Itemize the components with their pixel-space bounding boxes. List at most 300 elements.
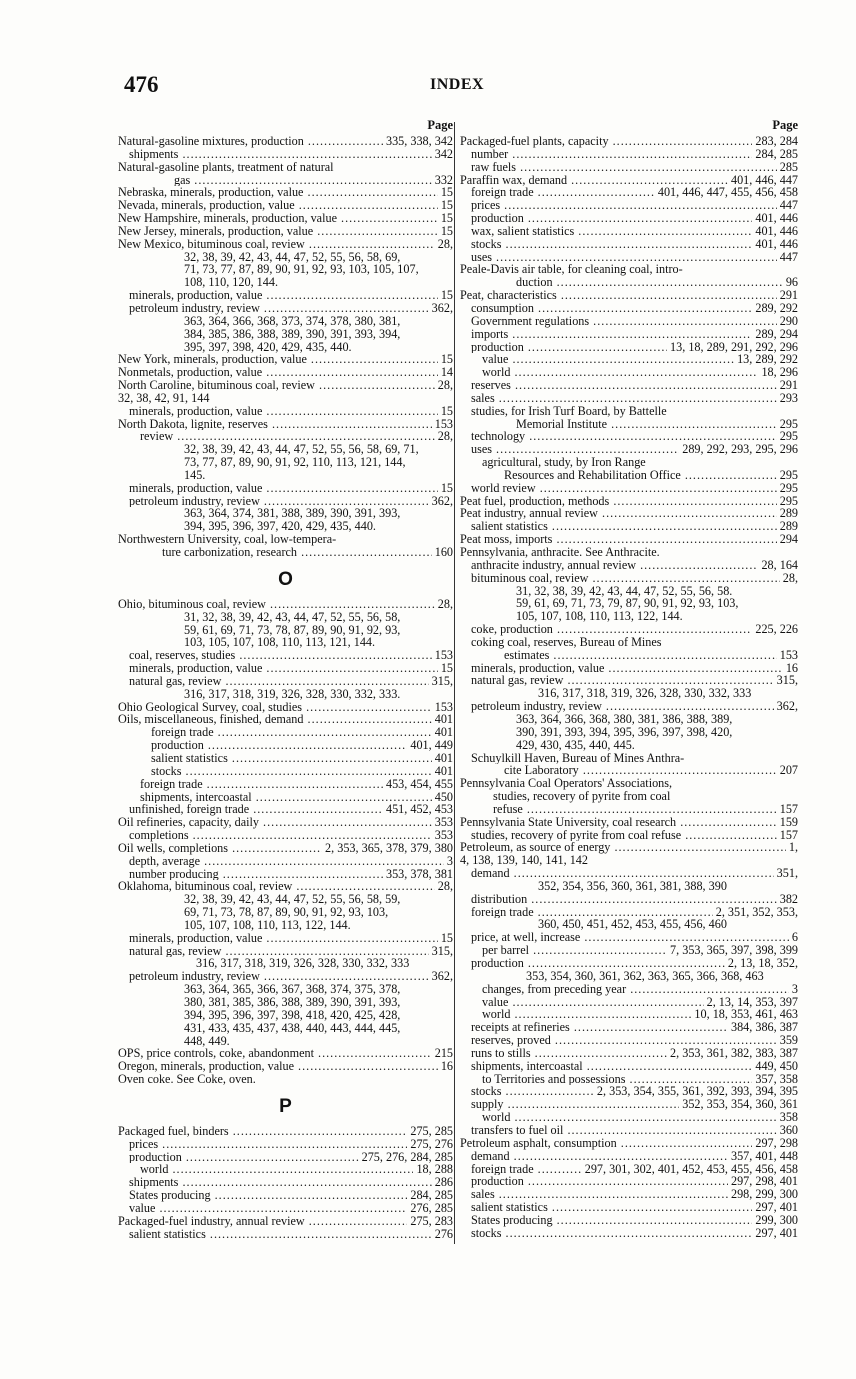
entry-pages: 28, [780, 572, 798, 585]
entry-text: natural gas, review ..... [129, 675, 453, 688]
index-entry [118, 752, 453, 765]
index-entry [460, 1073, 798, 1086]
entry-pages: 290 [777, 315, 798, 328]
entry-text: 4, 138, 139, 140, 141, 142 [460, 854, 588, 868]
index-entry [460, 456, 798, 469]
entry-text: estimates ..... [504, 649, 798, 662]
index-entry [460, 520, 798, 533]
entry-text: reserves, proved ..... [471, 1034, 798, 1047]
entry-text: number producing ..... [129, 868, 453, 881]
entry-pages: 285 [777, 161, 798, 174]
entry-text: foreign trade ..... [140, 778, 453, 791]
index-entry [460, 1047, 798, 1060]
entry-pages: 207 [777, 764, 798, 777]
index-entry [460, 533, 798, 546]
index-entry [460, 957, 798, 970]
entry-pages: 7, 353, 365, 397, 398, 399 [667, 944, 798, 957]
entry-pages: 291 [777, 379, 798, 392]
entry-pages: 453, 454, 455 [383, 778, 453, 791]
index-entry [118, 1047, 453, 1060]
index-entry [118, 302, 453, 315]
index-entry [118, 791, 453, 804]
index-entry [118, 1138, 453, 1151]
entry-text: Paraffin wax, demand ..... [460, 174, 798, 187]
entry-text: Nevada, minerals, production, value ..... [118, 199, 453, 212]
entry-text: North Dakota, lignite, reserves ..... [118, 418, 453, 431]
index-entry [460, 328, 798, 341]
entry-text: shipments, intercoastal ..... [140, 791, 453, 804]
index-entry [118, 507, 453, 520]
index-entry [460, 1124, 798, 1137]
entry-text: 105, 107, 108, 110, 113, 122, 144. [516, 610, 683, 624]
entry-text: transfers to fuel oil ..... [471, 1124, 798, 1137]
index-entry [118, 983, 453, 996]
entry-text: petroleum industry, review ..... [471, 700, 798, 713]
entry-text: studies, for Irish Turf Board, by Battelle [471, 404, 667, 418]
index-entry [460, 315, 798, 328]
entry-text: value ..... [129, 1202, 453, 1215]
index-entry [460, 161, 798, 174]
entry-pages: 362, [429, 495, 453, 508]
entry-text: Peat moss, imports ..... [460, 533, 798, 546]
index-entry [118, 276, 453, 289]
index-entry [118, 675, 453, 688]
entry-text: Nonmetals, production, value ..... [118, 366, 453, 379]
index-entry [118, 328, 453, 341]
entry-text: to Territories and possessions ..... [482, 1073, 798, 1086]
entry-text: New York, minerals, production, value ..... [118, 353, 453, 366]
section-letter: P [279, 1095, 292, 1117]
entry-text: foreign trade ..... [471, 906, 798, 919]
entry-pages: 293 [777, 392, 798, 405]
entry-pages: 283, 284 [752, 135, 798, 148]
index-entry [118, 238, 453, 251]
entry-text: shipments ..... [129, 1176, 453, 1189]
entry-pages: 298, 299, 300 [728, 1188, 798, 1201]
index-entry [118, 418, 453, 431]
page-column-label: Page [772, 118, 798, 132]
entry-text: world ..... [482, 366, 798, 379]
entry-text: world review ..... [471, 482, 798, 495]
entry-text: Packaged-fuel industry, annual review ..... [118, 1215, 453, 1228]
entry-pages: 297, 298 [752, 1137, 798, 1150]
index-entry [118, 1073, 453, 1086]
index-entry [118, 739, 453, 752]
entry-pages: 291 [777, 289, 798, 302]
entry-text: Schuylkill Haven, Bureau of Mines Anthra- [471, 751, 685, 765]
entry-pages: 295 [777, 482, 798, 495]
entry-text: Oil wells, completions ..... [118, 842, 453, 855]
index-entry [460, 379, 798, 392]
index-entry [460, 392, 798, 405]
index-entry [460, 816, 798, 829]
entry-text: salient statistics ..... [471, 1201, 798, 1214]
entry-text: demand ..... [471, 1150, 798, 1163]
index-entry [460, 700, 798, 713]
entry-text: 32, 38, 42, 91, 144 [118, 391, 210, 405]
entry-pages: 315, [429, 675, 453, 688]
entry-text: stocks ..... [471, 1085, 798, 1098]
index-entry [118, 662, 453, 675]
index-entries-right [460, 135, 798, 1240]
index-entry [118, 1176, 453, 1189]
entry-text: Pennsylvania, anthracite. See Anthracite. [460, 546, 660, 559]
entry-pages: 15 [438, 482, 453, 495]
index-entry [118, 1035, 453, 1048]
index-entry [118, 1151, 453, 1164]
entry-text: Natural-gasoline plants, treatment of natural [118, 160, 334, 174]
index-entry [460, 263, 798, 276]
entry-pages: 297, 401 [752, 1227, 798, 1240]
entry-text: studies, recovery of pyrite from coal refuse ..... [471, 829, 798, 842]
index-entry [460, 906, 798, 919]
index-entry [118, 263, 453, 276]
index-entry [460, 1060, 798, 1073]
entry-text: Oven coke. See Coke, oven. [118, 1073, 256, 1086]
entry-pages: 295 [777, 495, 798, 508]
entry-text: number ..... [471, 148, 798, 161]
entry-pages: 351, [774, 867, 798, 880]
entry-text: depth, average ..... [129, 855, 453, 868]
entry-text: Northwestern University, coal, low-tempera- [118, 533, 337, 546]
entry-text: 360, 450, 451, 452, 453, 455, 456, 460 [538, 918, 727, 932]
page-title: INDEX [430, 76, 485, 93]
entry-text: petroleum industry, review ..... [129, 970, 453, 983]
entry-pages: 13, 289, 292 [734, 353, 798, 366]
entry-pages: 335, 338, 342 [383, 135, 453, 148]
entry-text: States producing ..... [471, 1214, 798, 1227]
entry-pages: 357, 358 [752, 1073, 798, 1086]
entry-pages: 276 [432, 1228, 453, 1241]
entry-pages: 28, 164 [758, 559, 798, 572]
entry-text: sales ..... [471, 392, 798, 405]
index-entry [118, 212, 453, 225]
index-entry [118, 945, 453, 958]
index-entry [118, 199, 453, 212]
index-entry [118, 469, 453, 482]
column-divider [454, 122, 455, 1244]
index-entry [460, 225, 798, 238]
index-entry [118, 649, 453, 662]
entry-text: raw fuels ..... [471, 161, 798, 174]
index-entry [118, 1125, 453, 1138]
entry-text: Oregon, minerals, production, value ..... [118, 1060, 453, 1073]
entry-pages: 362, [429, 970, 453, 983]
entry-text: foreign trade ..... [471, 186, 798, 199]
entry-pages: 297, 298, 401 [728, 1175, 798, 1188]
index-entry [460, 944, 798, 957]
entry-pages: 295 [777, 418, 798, 431]
entry-pages: 289, 292 [752, 302, 798, 315]
index-entry [118, 701, 453, 714]
entry-text: supply ..... [471, 1098, 798, 1111]
index-entry [460, 841, 798, 854]
entry-text: review ..... [140, 430, 453, 443]
entry-pages: 160 [432, 546, 453, 559]
index-entry [460, 1111, 798, 1124]
entry-pages: 14 [438, 366, 453, 379]
entry-pages: 299, 300 [752, 1214, 798, 1227]
index-entry [460, 713, 798, 726]
entry-text: refuse ..... [493, 803, 798, 816]
entry-pages: 2, 353, 354, 355, 361, 392, 393, 394, 395 [594, 1085, 798, 1098]
entry-text: Natural-gasoline mixtures, production ..... [118, 135, 453, 148]
entry-text: Packaged-fuel plants, capacity ..... [460, 135, 798, 148]
index-entry [460, 893, 798, 906]
index-entry [118, 765, 453, 778]
entry-text: Pennsylvania Coal Operators' Associations, [460, 777, 673, 791]
entry-pages: 28, [435, 430, 453, 443]
entry-pages: 289, 294 [752, 328, 798, 341]
index-entry [118, 456, 453, 469]
index-entry [460, 1163, 798, 1176]
entry-text: uses ..... [471, 443, 798, 456]
entry-pages: 401, 446 [752, 238, 798, 251]
entry-pages: 15 [438, 212, 453, 225]
entry-text: States producing ..... [129, 1189, 453, 1202]
index-entry [118, 893, 453, 906]
entry-pages: 275, 283 [407, 1215, 453, 1228]
entry-pages: 332 [432, 174, 453, 187]
entry-text: Government regulations ..... [471, 315, 798, 328]
index-entry [118, 495, 453, 508]
entry-pages: 157 [777, 803, 798, 816]
entry-pages: 13, 18, 289, 291, 292, 296 [667, 341, 798, 354]
entry-text: 394, 395, 396, 397, 398, 418, 420, 425, 428, [184, 1008, 401, 1022]
entry-pages: 358 [777, 1111, 798, 1124]
index-entry [118, 251, 453, 264]
entry-text: 32, 38, 39, 42, 43, 44, 47, 52, 55, 56, 58, 69, [184, 250, 401, 264]
index-entry [118, 353, 453, 366]
entry-text: technology ..... [471, 430, 798, 443]
entry-text: reserves ..... [471, 379, 798, 392]
entry-text: 69, 71, 73, 78, 87, 89, 90, 91, 92, 93, 103, [184, 906, 389, 919]
index-entry [460, 1034, 798, 1047]
entry-text: Peat industry, annual review ..... [460, 507, 798, 520]
index-entry [460, 829, 798, 842]
entry-text: 429, 430, 435, 440, 445. [516, 738, 635, 752]
index-entry [460, 739, 798, 752]
entry-pages: 284, 285 [752, 148, 798, 161]
entry-text: 32, 38, 39, 42, 43, 44, 47, 52, 55, 56, 58, 59, [184, 893, 401, 907]
entry-text: foreign trade ..... [151, 726, 453, 739]
entry-text: 59, 61, 69, 71, 73, 79, 87, 90, 91, 92, 93, 103, [516, 597, 739, 611]
entry-pages: 297, 401 [752, 1201, 798, 1214]
index-entry [118, 1009, 453, 1022]
entry-text: North Caroline, bituminous coal, review ..... [118, 379, 453, 392]
index-entry [460, 238, 798, 251]
entry-text: 384, 385, 386, 388, 389, 390, 391, 393, 394, [184, 327, 401, 341]
index-column-right [460, 118, 798, 1240]
entry-pages: 315, [429, 945, 453, 958]
entry-pages: 15 [438, 199, 453, 212]
entry-pages: 28, [435, 238, 453, 251]
entry-text: minerals, production, value ..... [129, 482, 453, 495]
index-entry [118, 366, 453, 379]
index-entry [460, 341, 798, 354]
index-entry [118, 636, 453, 649]
entry-text: petroleum industry, review ..... [129, 495, 453, 508]
entry-pages: 401 [432, 713, 453, 726]
index-entry [460, 251, 798, 264]
index-entry [118, 726, 453, 739]
entry-text: prices ..... [471, 199, 798, 212]
index-entry [460, 983, 798, 996]
index-entry [460, 559, 798, 572]
entry-text: natural gas, review ..... [129, 945, 453, 958]
entry-pages: 153 [432, 418, 453, 431]
entry-text: runs to stills ..... [471, 1047, 798, 1060]
entry-pages: 225, 226 [752, 623, 798, 636]
entry-pages: 359 [777, 1034, 798, 1047]
index-entry [460, 430, 798, 443]
entry-pages: 10, 18, 353, 461, 463 [691, 1008, 798, 1021]
index-entry [118, 855, 453, 868]
entry-text: 32, 38, 39, 42, 43, 44, 47, 52, 55, 56, 58, 69, 71, [184, 443, 419, 457]
entry-text: prices ..... [129, 1138, 453, 1151]
entry-text: Ohio Geological Survey, coal, studies ..... [118, 701, 453, 714]
index-entry [460, 970, 798, 983]
entry-text: shipments ..... [129, 148, 453, 161]
entry-text: salient statistics ..... [129, 1228, 453, 1241]
entry-text: 31, 32, 38, 39, 42, 43, 44, 47, 52, 55, 56, 58. [516, 584, 733, 598]
entry-pages: 276, 285 [407, 1202, 453, 1215]
entry-text: completions ..... [129, 829, 453, 842]
entry-text: salient statistics ..... [471, 520, 798, 533]
entry-text: 145. [184, 468, 206, 482]
entry-pages: 159 [777, 816, 798, 829]
index-entry [460, 674, 798, 687]
index-entry [118, 520, 453, 533]
entry-pages: 401, 446 [752, 212, 798, 225]
entry-pages: 2, 13, 18, 352, [725, 957, 798, 970]
entry-text: natural gas, review ..... [471, 674, 798, 687]
entry-text: 108, 110, 120, 144. [184, 276, 279, 290]
entry-pages: 401 [432, 765, 453, 778]
entry-text: 73, 77, 87, 89, 90, 91, 92, 110, 113, 121, 144, [184, 456, 406, 469]
entry-pages: 275, 285 [407, 1125, 453, 1138]
section-letter: O [278, 568, 293, 590]
entry-pages: 401 [432, 726, 453, 739]
entry-pages: 96 [783, 276, 798, 289]
entry-text: coke, production ..... [471, 623, 798, 636]
index-entry [460, 546, 798, 559]
entry-text: Packaged fuel, binders ..... [118, 1125, 453, 1138]
entry-pages: 401 [432, 752, 453, 765]
entry-text: 31, 32, 38, 39, 42, 43, 44, 47, 52, 55, 56, 58, [184, 610, 401, 624]
index-entry [460, 854, 798, 867]
index-entry [460, 148, 798, 161]
entry-text: 316, 317, 318, 319, 326, 328, 330, 332, 333 [538, 687, 752, 701]
index-entry [460, 996, 798, 1009]
index-entry [118, 225, 453, 238]
entry-pages: 16 [783, 662, 798, 675]
index-entry [118, 688, 453, 701]
index-entry [460, 1021, 798, 1034]
entry-pages: 2, 353, 361, 382, 383, 387 [667, 1047, 798, 1060]
entry-text: Oil refineries, capacity, daily ..... [118, 816, 453, 829]
index-entry [118, 443, 453, 456]
index-entry [118, 778, 453, 791]
index-entry [460, 1098, 798, 1111]
entry-pages: 15 [438, 932, 453, 945]
entry-text: 316, 317, 318, 319, 326, 328, 330, 332, 333. [184, 687, 401, 701]
entry-text: uses ..... [471, 251, 798, 264]
page-column-label: Page [427, 118, 453, 132]
entry-pages: 1, [786, 841, 798, 854]
index-entry [118, 906, 453, 919]
entry-text: studies, recovery of pyrite from coal [493, 790, 671, 803]
entry-text: 105, 107, 108, 110, 113, 122, 144. [184, 918, 351, 932]
entry-text: wax, salient statistics ..... [471, 225, 798, 238]
entry-text: receipts at refineries ..... [471, 1021, 798, 1034]
index-entry [118, 880, 453, 893]
entry-pages: 284, 285 [407, 1189, 453, 1202]
entry-text: unfinished, foreign trade ..... [129, 803, 453, 816]
entry-text: agricultural, study, by Iron Range [482, 456, 646, 469]
entry-text: world ..... [482, 1008, 798, 1021]
entry-text: 394, 395, 396, 397, 420, 429, 435, 440. [184, 520, 376, 534]
entry-text: 71, 73, 77, 87, 89, 90, 91, 92, 93, 103, 105, 107, [184, 263, 419, 277]
index-entry [118, 186, 453, 199]
index-entry [460, 572, 798, 585]
index-entry [118, 289, 453, 302]
index-entry [118, 919, 453, 932]
index-entry [460, 1227, 798, 1240]
entry-pages: 15 [438, 405, 453, 418]
entry-text: Resources and Rehabilitation Office ..... [504, 469, 798, 482]
entry-pages: 357, 401, 448 [728, 1150, 798, 1163]
entry-text: New Mexico, bituminous coal, review ..... [118, 238, 453, 251]
index-entry [460, 443, 798, 456]
index-entry [460, 610, 798, 623]
entry-pages: 362, [429, 302, 453, 315]
entry-text: distribution ..... [471, 893, 798, 906]
index-entry [460, 918, 798, 931]
index-entry [118, 598, 453, 611]
entry-pages: 297, 301, 302, 401, 452, 453, 455, 456, 458 [582, 1163, 798, 1176]
index-entry [118, 135, 453, 148]
index-entry [460, 880, 798, 893]
entry-text: cite Laboratory ..... [504, 764, 798, 777]
index-entry [118, 1060, 453, 1073]
entry-text: 363, 364, 366, 368, 373, 374, 378, 380, 381, [184, 314, 401, 328]
entry-pages: 275, 276 [407, 1138, 453, 1151]
entry-text: sales ..... [471, 1188, 798, 1201]
index-entry [118, 1189, 453, 1202]
entry-text: Petroleum asphalt, consumption ..... [460, 1137, 798, 1150]
entry-pages: 18, 296 [758, 366, 798, 379]
entry-pages: 28, [435, 379, 453, 392]
entry-pages: 384, 386, 387 [728, 1021, 798, 1034]
index-entry [118, 341, 453, 354]
entry-pages: 295 [777, 469, 798, 482]
entry-pages: 353, 378, 381 [383, 868, 453, 881]
index-entry [118, 148, 453, 161]
index-entry [118, 868, 453, 881]
index-entry [118, 546, 453, 559]
entry-text: minerals, production, value ..... [471, 662, 798, 675]
index-entry [460, 636, 798, 649]
index-entry [118, 405, 453, 418]
index-entry [118, 482, 453, 495]
entry-pages: 295 [777, 430, 798, 443]
entry-text: 59, 61, 69, 71, 73, 78, 87, 89, 90, 91, 92, 93, [184, 623, 401, 637]
index-entry [118, 611, 453, 624]
entry-pages: 15 [438, 289, 453, 302]
index-entry [460, 790, 798, 803]
entry-pages: 353 [432, 829, 453, 842]
